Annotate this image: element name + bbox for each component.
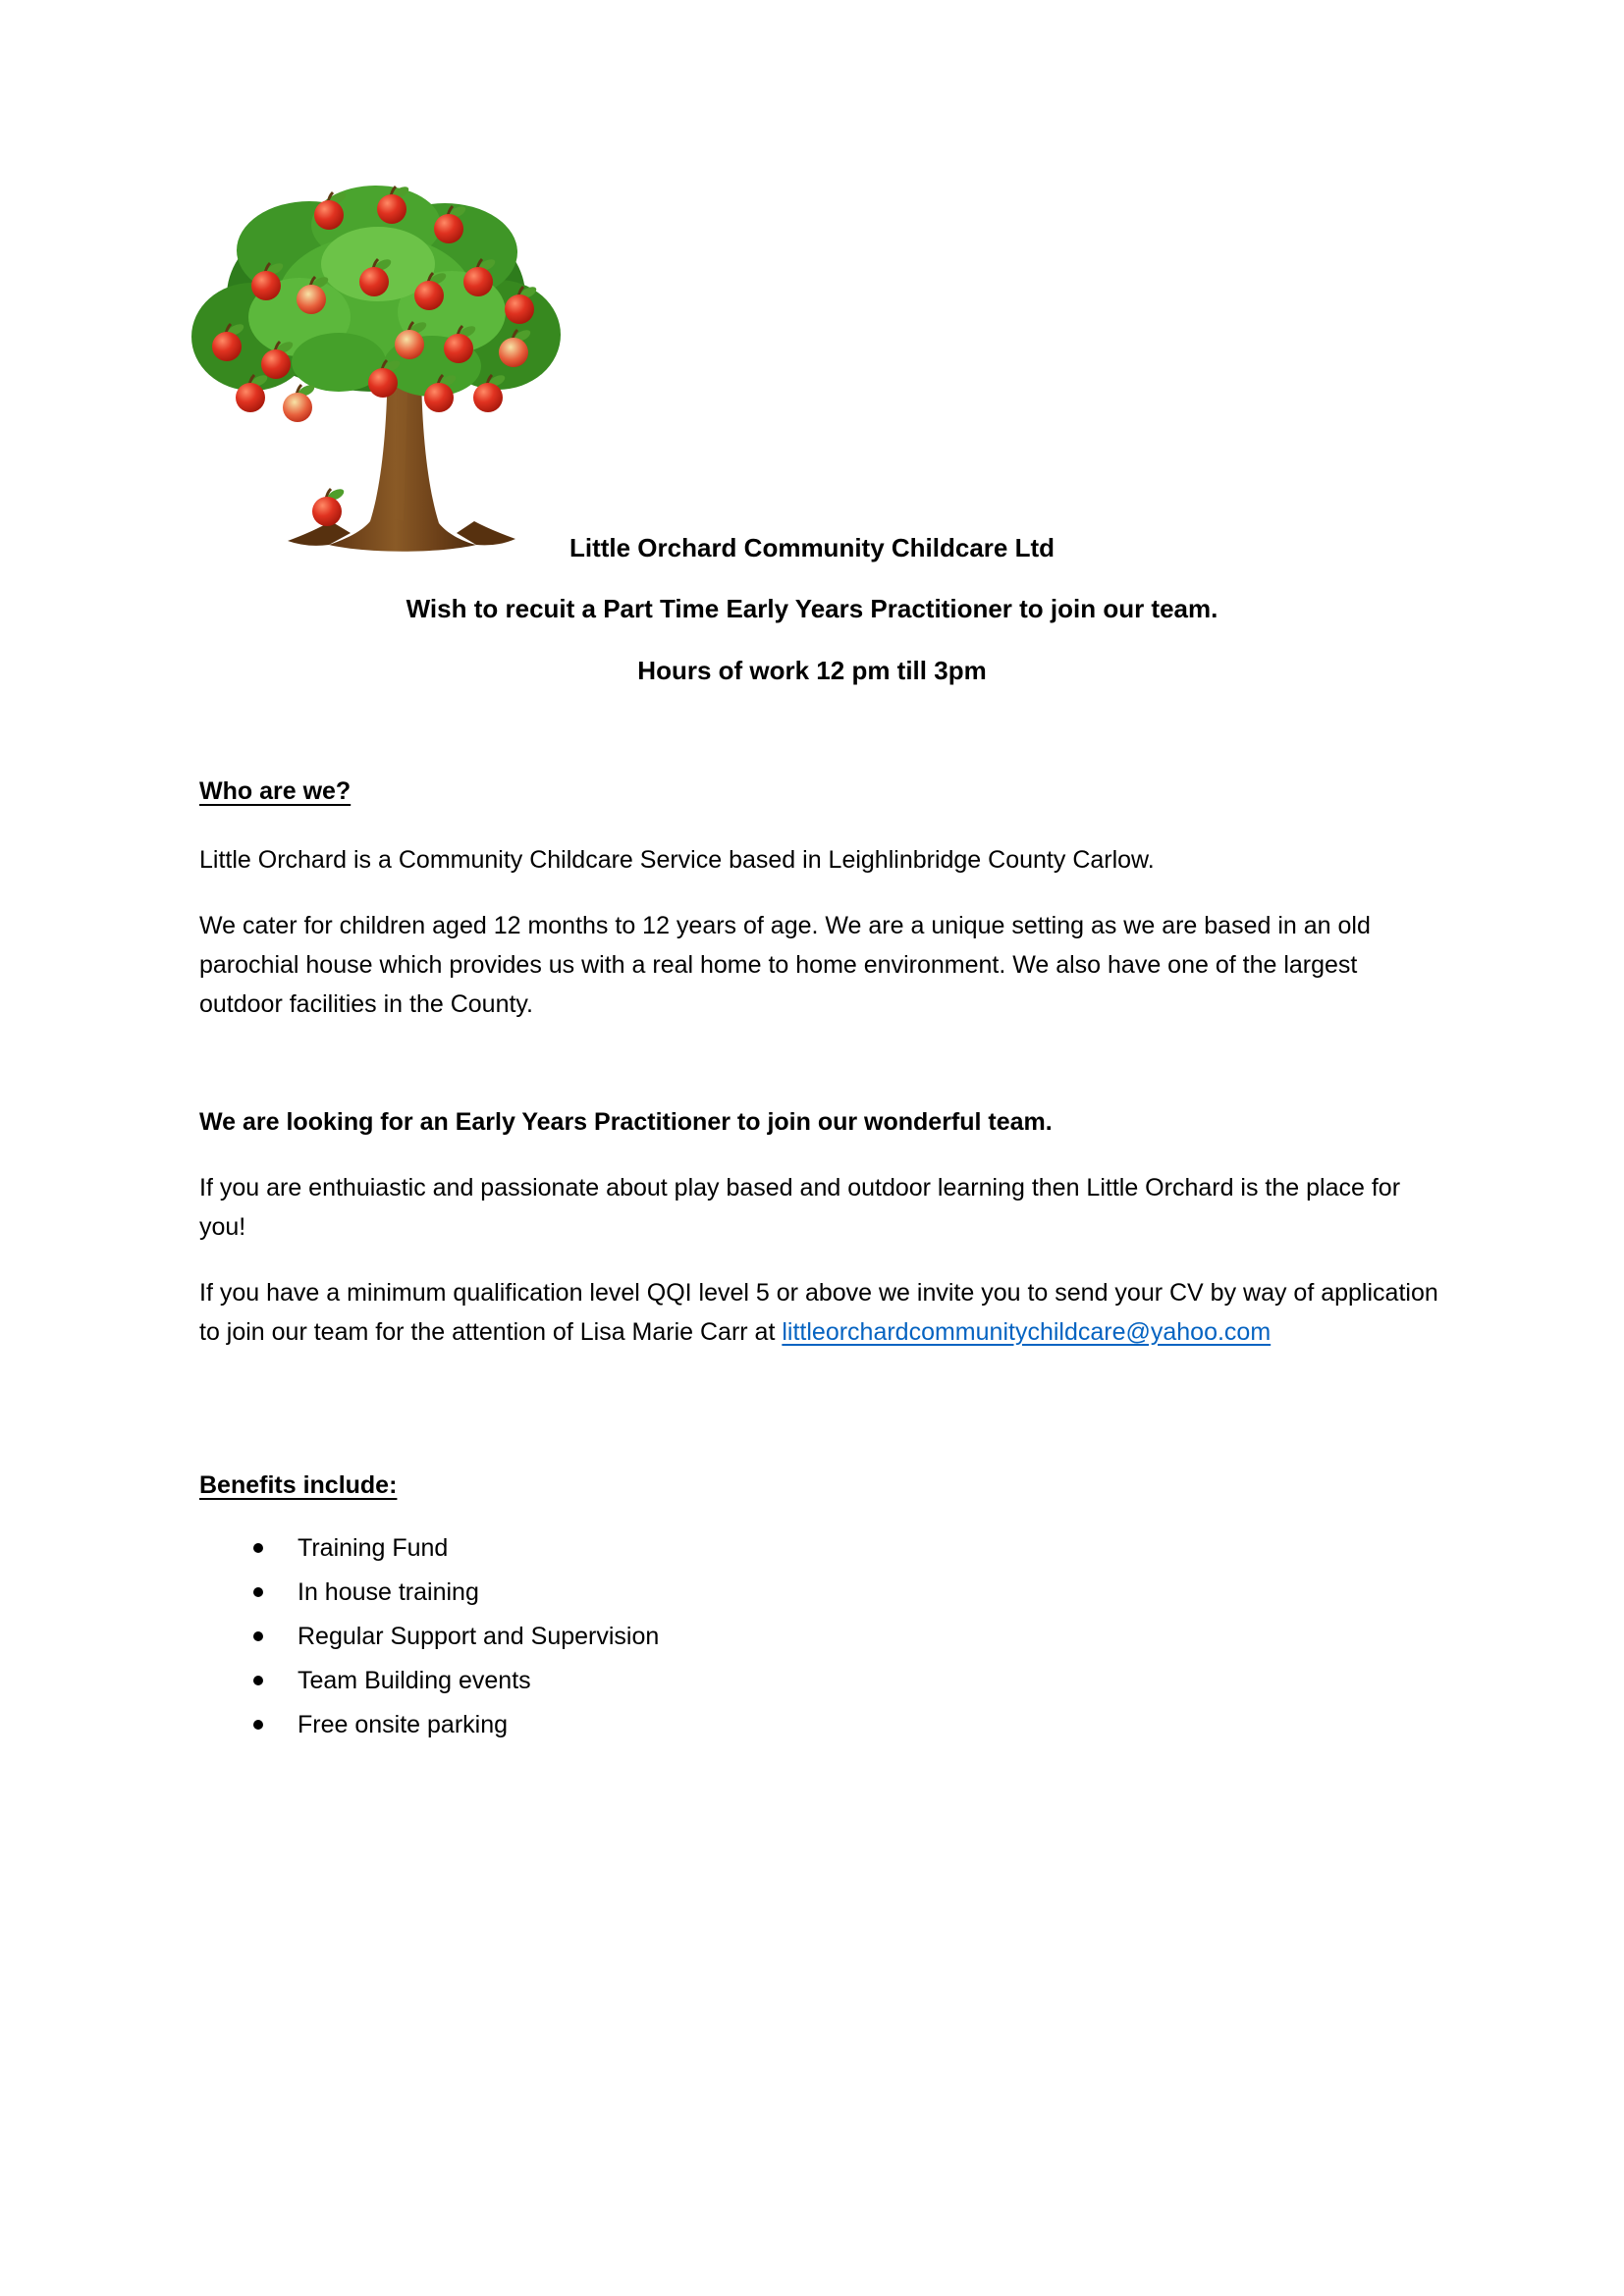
org-name-title: Little Orchard Community Childcare Ltd — [568, 533, 1056, 562]
benefits-heading-text: Benefits include: — [199, 1471, 398, 1499]
application-email-link[interactable]: littleorchardcommunitychildcare@yahoo.com — [782, 1318, 1272, 1346]
who-paragraph-2: We cater for children aged 12 months to 12 years of age. We are a unique setting as we are based in an old parochial house which provides us with a real home to home environment. We also have one of the largest outdoor facilities in the County. — [199, 912, 1371, 1018]
recruitment-subtitle: Wish to recuit a Part Time Early Years Practitioner to join our team. — [406, 594, 1218, 623]
who-paragraph-1: Little Orchard is a Community Childcare Service based in Leighlinbridge County Carlow. — [199, 846, 1155, 874]
benefit-item: In house training — [199, 1573, 1438, 1612]
hours-of-work-line: Hours of work 12 pm till 3pm — [637, 656, 987, 685]
who-are-we-heading-text: Who are we? — [199, 777, 352, 805]
benefits-list — [199, 1528, 1438, 1749]
benefit-item: Team Building events — [199, 1661, 1438, 1700]
who-are-we-heading — [199, 772, 1438, 811]
benefit-item: Training Fund — [199, 1528, 1438, 1568]
looking-for-heading: We are looking for an Early Years Practitioner to join our wonderful team. — [199, 1108, 1053, 1136]
apple-tree-illustration — [182, 180, 570, 555]
role-paragraph-2 — [199, 1273, 1438, 1352]
benefit-item: Regular Support and Supervision — [199, 1617, 1438, 1656]
benefits-heading — [199, 1466, 1438, 1505]
role-paragraph-2-text: If you have a minimum qualification level QQI level 5 or above we invite you to send your CV by way of application to join our team for the attention of Lisa Marie Carr at — [199, 1279, 1438, 1346]
role-paragraph-1: If you are enthuiastic and passionate about play based and outdoor learning then Little Orchard is the place for you! — [199, 1174, 1401, 1241]
apple-tree-icon — [182, 180, 570, 555]
benefit-item: Free onsite parking — [199, 1705, 1438, 1744]
